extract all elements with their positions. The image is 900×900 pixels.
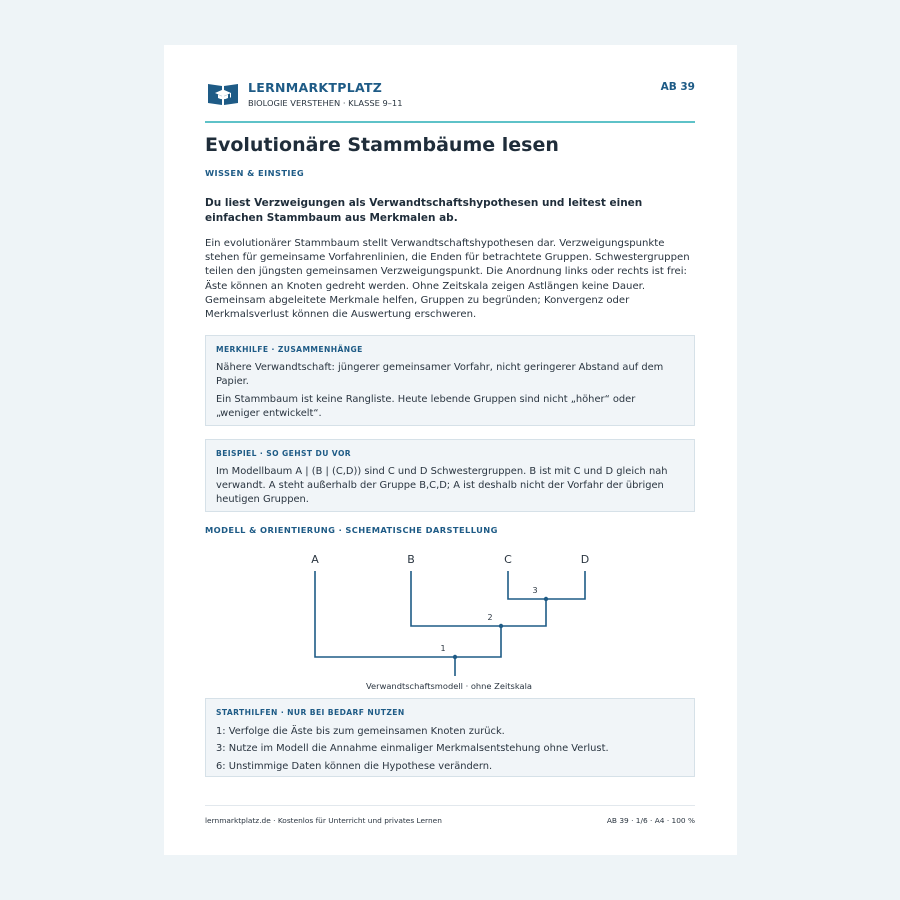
- beispiel-box: [205, 439, 695, 512]
- merkhilfe-item: Ein Stammbaum ist keine Rangliste. Heute lebende Gruppen sind nicht „höher“ oder „weniger entwickelt“.: [216, 394, 636, 419]
- starthilfe-item: 6: Unstimmige Daten können die Hypothese verändern.: [216, 761, 493, 772]
- footer-divider: [205, 805, 695, 806]
- footer-page-info: AB 39 · 1/6 · A4 · 100 %: [606, 816, 695, 825]
- taxon-label-c: C: [504, 553, 512, 566]
- tree-caption: Verwandtschaftsmodell · ohne Zeitskala: [366, 681, 532, 691]
- branch-d: [546, 571, 585, 599]
- taxon-label-a: A: [311, 553, 319, 566]
- node-1-dot: [453, 655, 457, 659]
- node-3-dot: [544, 597, 548, 601]
- page-header: [205, 80, 695, 122]
- page-title: Evolutionäre Stammbäume lesen: [205, 134, 559, 156]
- node-label-2: 2: [487, 613, 493, 622]
- node-label-3: 3: [532, 586, 538, 595]
- taxon-label-d: D: [580, 553, 590, 566]
- phylogenetic-tree-diagram: [205, 545, 695, 695]
- branch-c: [508, 571, 546, 599]
- footer-site-link[interactable]: lernmarktplatz.de · Kostenlos für Unterricht und privates Lernen: [205, 816, 442, 825]
- worksheet-page: [164, 45, 737, 855]
- taxon-label-b: B: [407, 553, 415, 566]
- branch-a: [315, 571, 455, 657]
- merkhilfe-item: Nähere Verwandtschaft: jüngerer gemeinsamer Vorfahr, nicht geringerer Abstand auf dem Papier.: [216, 362, 664, 387]
- intro-paragraph: Ein evolutionärer Stammbaum stellt Verwandtschaftshypothesen dar. Verzweigungspunkte stehen für gemeinsame Vorfahrenlinien, die Enden für betrachtete Gruppen. Schwestergruppen teilen den jüngsten gemeinsamen Verzweigungspunkt. Die Anordnung links oder rechts ist frei: Äste können an Knoten gedreht werden. Ohne Zeitskala zeigen Astlängen keine Dauer. Gemeinsam abgeleitete Merkmale helfen, Gruppen zu begründen; Konvergenz oder Merkmalsverlust können die Auswertung erschweren.: [205, 238, 690, 321]
- beispiel-text: Im Modellbaum A | (B | (C,D)) sind C und D Schwestergruppen. B ist mit C und D gleich nah verwandt. A steht außerhalb der Gruppe B,C,D; A ist deshalb nicht der Vorfahr der übrigen heutigen Gruppen.: [216, 466, 668, 505]
- starthilfe-item: 1: Verfolge die Äste bis zum gemeinsamen Knoten zurück.: [216, 726, 505, 737]
- graduation-book-icon: [207, 81, 239, 106]
- stem-node-3: [501, 599, 546, 626]
- node-2-dot: [499, 624, 503, 628]
- starthilfen-title: STARTHILFEN · NUR BEI BEDARF NUTZEN: [216, 708, 405, 717]
- sheet-number: AB 39: [660, 81, 695, 93]
- section-heading-wissen: WISSEN & EINSTIEG: [205, 168, 305, 178]
- stem-node-2: [455, 626, 501, 657]
- lead-text: Du liest Verzweigungen als Verwandtschaftshypothesen und leitest einen einfachen Stammbaum aus Merkmalen ab.: [205, 197, 643, 224]
- merkhilfe-box: [205, 335, 695, 426]
- brand-subtitle: BIOLOGIE VERSTEHEN · KLASSE 9–11: [248, 98, 403, 108]
- section-heading-modell: MODELL & ORIENTIERUNG · SCHEMATISCHE DARSTELLUNG: [205, 525, 498, 535]
- starthilfe-item: 3: Nutze im Modell die Annahme einmaliger Merkmalsentstehung ohne Verlust.: [216, 743, 609, 754]
- brand-name: LERNMARKTPLATZ: [248, 80, 383, 95]
- merkhilfe-title: MERKHILFE · ZUSAMMENHÄNGE: [216, 345, 363, 354]
- header-divider: [205, 121, 695, 123]
- beispiel-title: BEISPIEL · SO GEHST DU VOR: [216, 449, 352, 458]
- starthilfen-box: [205, 698, 695, 777]
- node-label-1: 1: [440, 644, 446, 653]
